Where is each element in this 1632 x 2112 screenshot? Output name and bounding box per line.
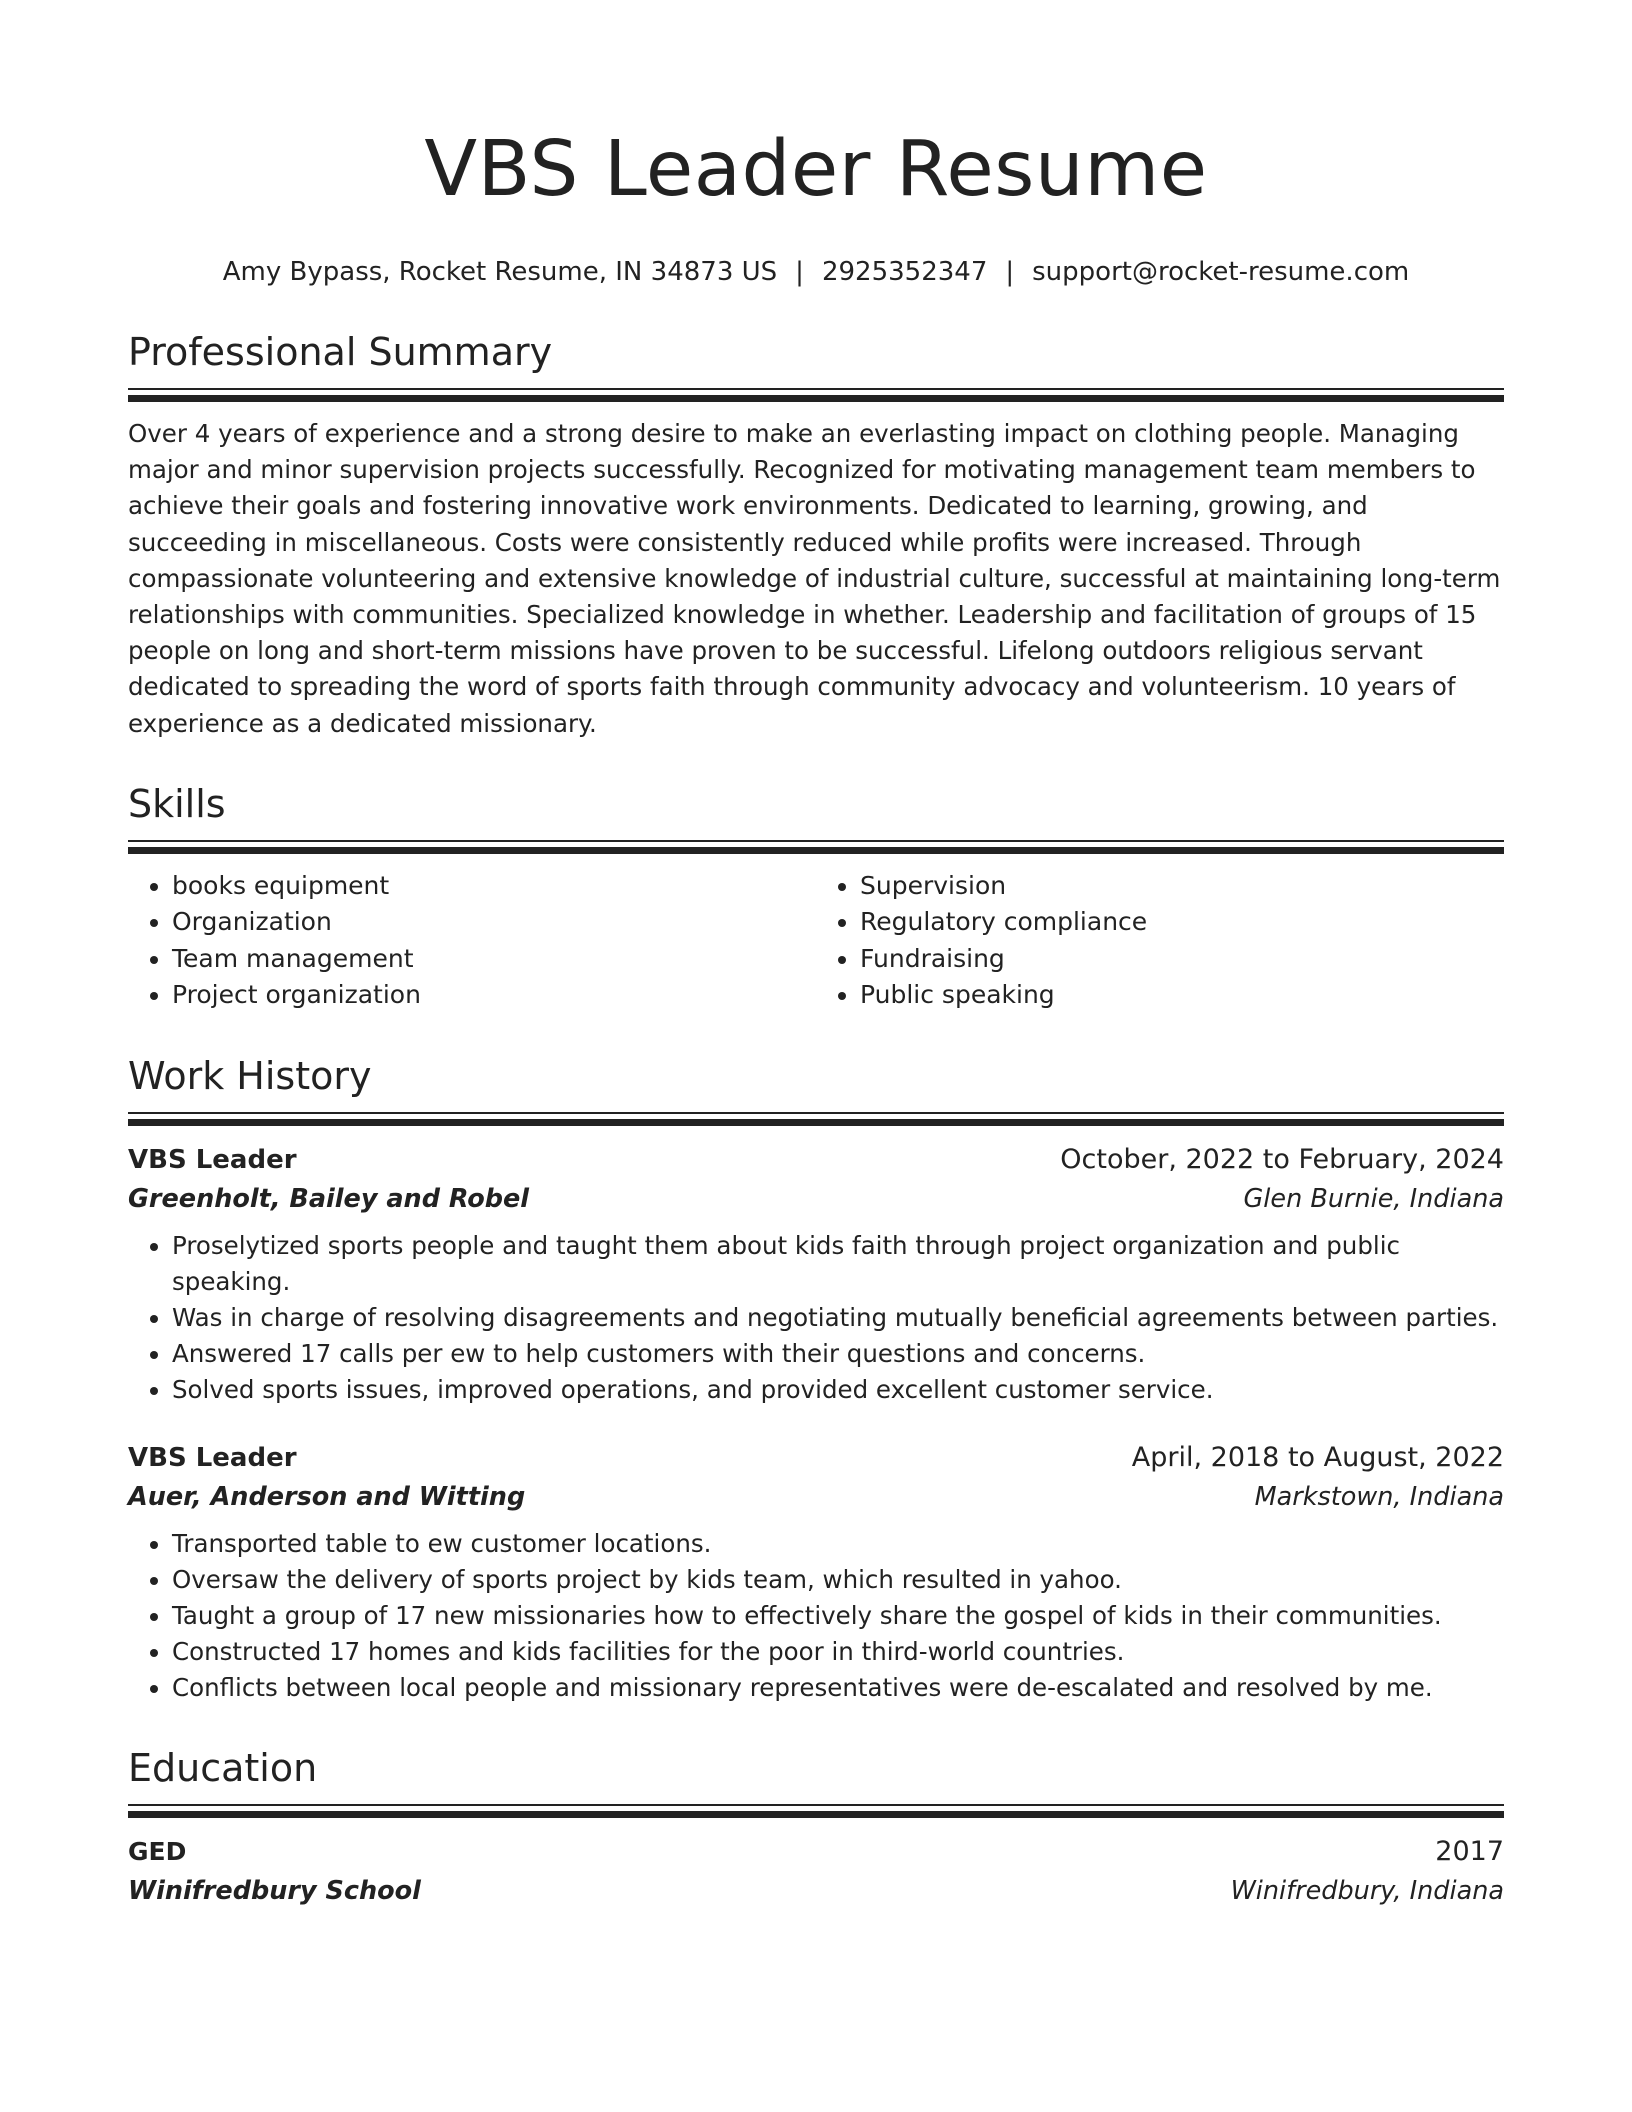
- skills-list: [128, 868, 1504, 1014]
- job-subheader: [128, 1180, 1504, 1218]
- education-heading: Education: [128, 1745, 318, 1790]
- skill-item: • Organization: [172, 904, 816, 941]
- skill-item: • Public speaking: [860, 977, 1504, 1014]
- contact-address: Amy Bypass, Rocket Resume, IN 34873 US: [222, 257, 778, 287]
- skill-item: • Fundraising: [860, 941, 1504, 978]
- skills-heading: Skills: [128, 781, 226, 826]
- job-bullet: • Transported table to ew customer locations.: [172, 1526, 1504, 1562]
- job-bullet: • Proselytized sports people and taught them about kids faith through project organization and public speaking.: [172, 1228, 1504, 1300]
- job-bullet: • Was in charge of resolving disagreements and negotiating mutually beneficial agreements between parties.: [172, 1300, 1504, 1336]
- education-section: [128, 1742, 1504, 1910]
- work-heading: Work History: [128, 1053, 372, 1098]
- job-header: [128, 1140, 1504, 1180]
- job-company: Auer, Anderson and Witting: [128, 1481, 526, 1512]
- job-bullet: • Constructed 17 homes and kids facilities for the poor in third-world countries.: [172, 1634, 1504, 1670]
- job-bullet: • Conflicts between local people and missionary representatives were de-escalated and resolved by me.: [172, 1670, 1504, 1706]
- education-subheader: [128, 1872, 1504, 1910]
- job-bullet: • Answered 17 calls per ew to help customers with their questions and concerns.: [172, 1336, 1504, 1372]
- job-dates: April, 2018 to August, 2022: [1131, 1441, 1504, 1473]
- job-title: VBS Leader: [128, 1442, 297, 1473]
- job-entry: [128, 1140, 1504, 1408]
- summary-section: [128, 326, 1504, 742]
- job-location: Markstown, Indiana: [1254, 1481, 1504, 1512]
- education-school: Winifredbury School: [128, 1875, 421, 1906]
- section-divider: [128, 388, 1504, 402]
- work-section: [128, 1050, 1504, 1706]
- job-bullets: [128, 1526, 1504, 1706]
- skills-column-right: [816, 868, 1504, 1014]
- skill-item: • Regulatory compliance: [860, 904, 1504, 941]
- section-divider: [128, 1804, 1504, 1818]
- education-header: [128, 1832, 1504, 1872]
- job-bullet: • Taught a group of 17 new missionaries how to effectively share the gospel of kids in their communities.: [172, 1598, 1504, 1634]
- job-subheader: [128, 1478, 1504, 1516]
- job-dates: October, 2022 to February, 2024: [1060, 1143, 1504, 1175]
- contact-email: support@rocket-resume.com: [1032, 257, 1410, 287]
- contact-phone: 2925352347: [821, 257, 988, 287]
- summary-heading: Professional Summary: [128, 330, 553, 374]
- skills-section: [128, 778, 1504, 1014]
- job-header: [128, 1438, 1504, 1478]
- skills-column-left: [128, 868, 816, 1014]
- education-location: Winifredbury, Indiana: [1230, 1875, 1504, 1906]
- contact-line: [128, 254, 1504, 290]
- education-year: 2017: [1435, 1835, 1504, 1867]
- skill-item: • Supervision: [860, 868, 1504, 905]
- job-bullet: • Oversaw the delivery of sports project by kids team, which resulted in yahoo.: [172, 1562, 1504, 1598]
- skill-item: • books equipment: [172, 868, 816, 905]
- skill-item: • Team management: [172, 941, 816, 978]
- resume-title: VBS Leader Resume: [424, 125, 1208, 214]
- job-location: Glen Burnie, Indiana: [1243, 1183, 1504, 1214]
- job-company: Greenholt, Bailey and Robel: [128, 1183, 530, 1214]
- job-bullets: [128, 1228, 1504, 1408]
- section-divider: [128, 1112, 1504, 1126]
- skill-item: • Project organization: [172, 977, 816, 1014]
- contact-separator: |: [795, 257, 804, 287]
- section-divider: [128, 840, 1504, 854]
- summary-text: Over 4 years of experience and a strong desire to make an everlasting impact on clothing people. Managing major and minor supervision projects successfully. Recognized for motivating management team members to achieve their goals and fostering innovative work environments. Dedicated to learning, growing, and succeeding in miscellaneous. Costs were consistently reduced while profits were increased. Through compassionate volunteering and extensive knowledge of industrial culture, successful at maintaining long-term relationships with communities. Specialized knowledge in whether. Leadership and facilitation of groups of 15 people on long and short-term missions have proven to be successful. Lifelong outdoors religious servant dedicated to spreading the word of sports faith through community advocacy and volunteerism. 10 years of experience as a dedicated missionary.: [128, 419, 1501, 738]
- education-degree: GED: [128, 1836, 187, 1866]
- job-bullet: • Solved sports issues, improved operations, and provided excellent customer service.: [172, 1372, 1504, 1408]
- job-entry: [128, 1438, 1504, 1706]
- contact-separator: |: [1005, 257, 1015, 287]
- job-title: VBS Leader: [128, 1144, 297, 1175]
